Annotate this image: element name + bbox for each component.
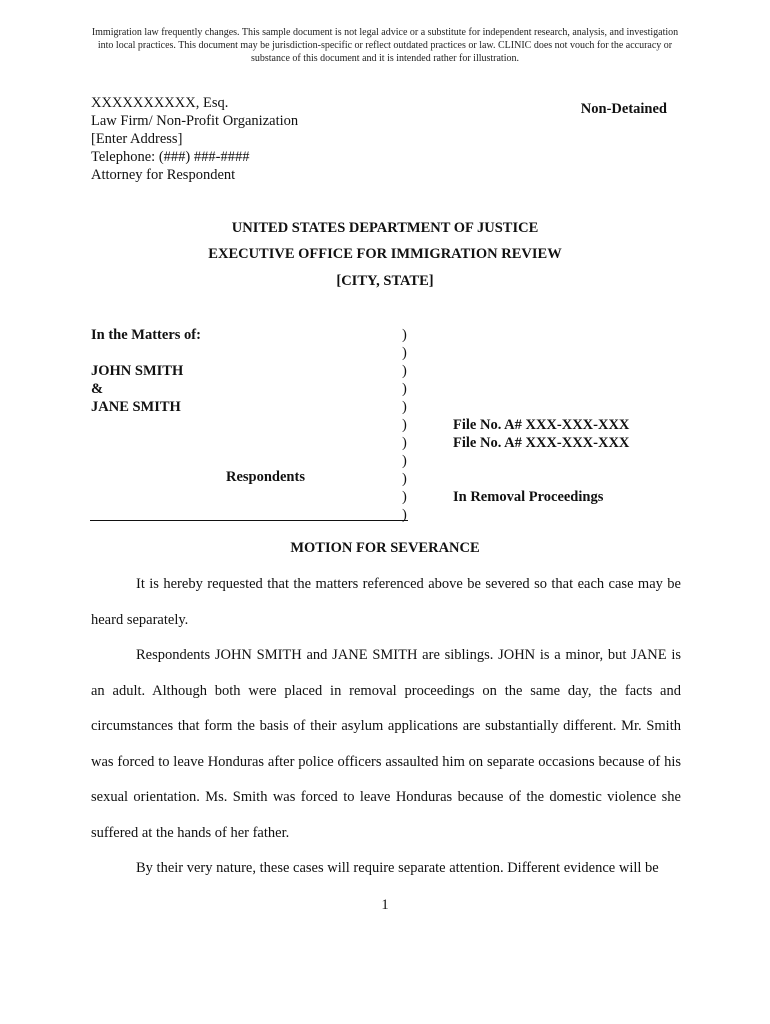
file-number-2: File No. A# XXX-XXX-XXX: [453, 435, 630, 451]
page-number: 1: [381, 897, 389, 913]
detention-status: Non-Detained: [580, 101, 667, 117]
attorney-role: Attorney for Respondent: [91, 167, 236, 183]
motion-title: MOTION FOR SEVERANCE: [290, 540, 480, 556]
attorney-address: [Enter Address]: [91, 131, 183, 147]
respondents-label: Respondents: [226, 469, 305, 485]
matters-label: In the Matters of:: [91, 327, 201, 343]
proceedings-label: In Removal Proceedings: [453, 489, 604, 505]
attorney-block: [91, 94, 298, 184]
respondent-2-name: JANE SMITH: [91, 399, 181, 415]
paragraph-3: By their very nature, these cases will require separate attention. Different evidence will be: [136, 860, 659, 876]
paragraph-2: Respondents JOHN SMITH and JANE SMITH are siblings. JOHN is a minor, but JANE is an adult. Although both were placed in removal proceedings on the same day, the facts and circumstances that form the basis of their asylum applications are substantially different. Mr. Smith was forced to leave Honduras after police officers assaulted him on separate occasions because of his sexual orientation. Ms. Smith was forced to leave Honduras because of the domestic violence she suffered at the hands of her father.: [91, 647, 681, 841]
paragraph-1: It is hereby requested that the matters referenced above be severed so that each case may be heard separately.: [91, 576, 681, 628]
disclaimer-text: Immigration law frequently changes. This sample document is not legal advice or a substitute for independent research, analysis, and investigation into local practices. This document may be jurisdiction-specific or reflect outdated practices or law. CLINIC does not vouch for the accuracy or substance of this document and it is intended rather for illustration.: [91, 27, 679, 64]
motion-body: [91, 567, 681, 887]
caption-divider: [90, 520, 408, 521]
ampersand: &: [91, 381, 104, 397]
file-number-1: File No. A# XXX-XXX-XXX: [453, 417, 630, 433]
court-line-3: [CITY, STATE]: [336, 273, 434, 289]
attorney-telephone: Telephone: (###) ###-####: [91, 149, 250, 165]
court-line-2: EXECUTIVE OFFICE FOR IMMIGRATION REVIEW: [208, 246, 562, 262]
caption-parentheses: ) ) ) ) ) ) ) ) ) ) ): [402, 327, 407, 523]
attorney-firm: Law Firm/ Non-Profit Organization: [91, 113, 299, 129]
respondent-1-name: JOHN SMITH: [91, 363, 184, 379]
attorney-name: XXXXXXXXXX, Esq.: [91, 95, 229, 111]
court-line-1: UNITED STATES DEPARTMENT OF JUSTICE: [231, 220, 539, 236]
